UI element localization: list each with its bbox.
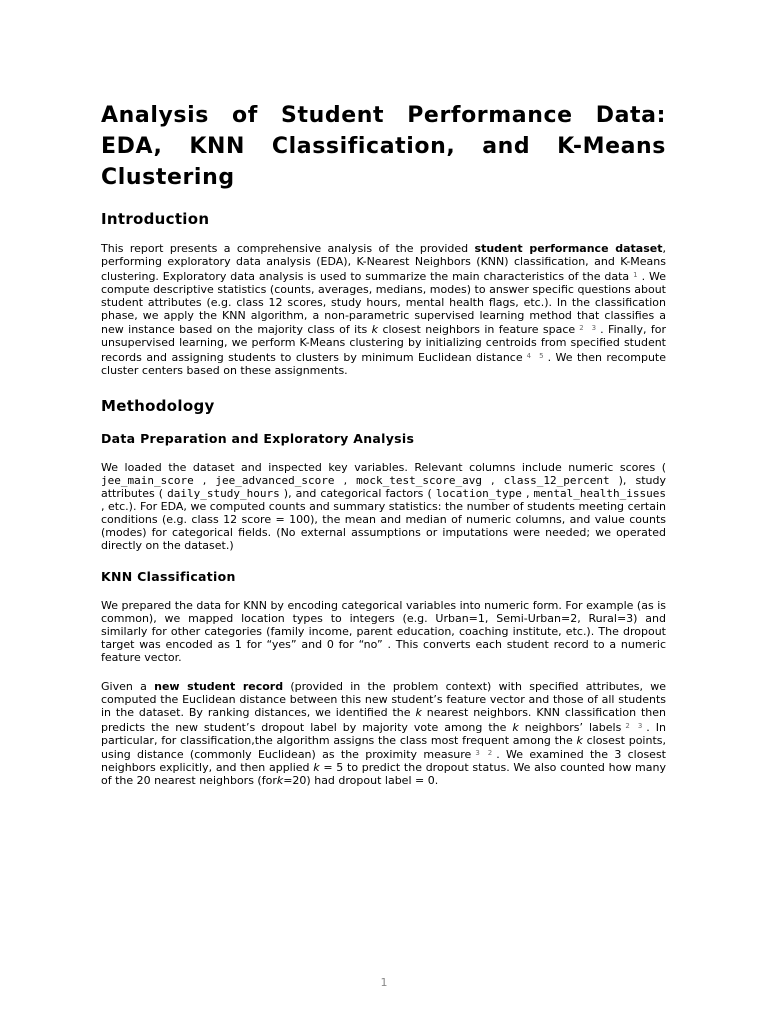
- introduction-heading: Introduction: [101, 210, 210, 228]
- code-column: mock_test_score_avg: [356, 473, 482, 487]
- text-run: (provided in the problem context) with specified attributes, we computed the Euclidean distance between this new student’s feature vector and those of all students in the dataset. By ranking distances, we identified the: [101, 679, 666, 719]
- citation-ref[interactable]: 2: [487, 749, 493, 758]
- text-run: Given a: [101, 679, 155, 693]
- text-run: = 5 to predict the dropout status. We also counted how many of the 20 nearest neighbors (for: [101, 761, 666, 788]
- citation-ref[interactable]: 3: [637, 721, 643, 730]
- citation-ref[interactable]: 4: [526, 352, 532, 361]
- bold-text: student performance dataset: [474, 242, 663, 255]
- page-number: 1: [380, 976, 388, 989]
- text-run: . We compute descriptive statistics (counts, averages, medians, modes) to answer specific questions about student attributes (e.g. class 12 scores, study hours, mental health flags, etc.). In the classification phase, we apply the KNN algorithm, a non-parametric supervised learning method that classifies a new instance based on the majority class of its: [101, 269, 667, 337]
- text-run: , etc.). For EDA, we computed counts and summary statistics: the number of students meeting certain conditions (e.g. class 12 score = 100), the mean and median of numeric columns, and value counts (modes) for categorical fields. (No external assumptions or imputations were needed; we operated directly on the dataset.): [101, 499, 666, 552]
- knn-paragraph-1: We prepared the data for KNN by encoding categorical variables into numeric form. For example (as is common), we mapped location types to integers (e.g. Urban=1, Semi-Urban=2, Rural=3) and similarly for other categories (family income, parent education, coaching institute, etc.). The dropout target was encoded as 1 for “yes” and 0 for “no” . This converts each student record to a numeric feature vector.: [101, 599, 666, 665]
- introduction-paragraph: [101, 243, 666, 378]
- text-run: ), and categorical factors (: [279, 486, 436, 500]
- document-page: [101, 100, 666, 788]
- citation-ref[interactable]: 1: [633, 270, 638, 279]
- italic-k: k: [512, 720, 519, 734]
- italic-k: k: [371, 323, 379, 337]
- code-column: daily_study_hours: [167, 486, 280, 500]
- code-column: jee_main_score: [101, 473, 194, 487]
- text-run: closest points, using distance (commonly Euclidean) as the proximity measure: [101, 733, 666, 762]
- text-run: This report presents a comprehensive analysis of the provided: [101, 242, 475, 255]
- text-run: . We then recompute cluster centers based on these assignments.: [101, 351, 666, 378]
- text-run: ,: [334, 473, 357, 487]
- text-run: =20) had dropout label = 0.: [283, 774, 439, 788]
- text-run: ), study attributes (: [101, 473, 666, 500]
- citation-ref[interactable]: 3: [475, 749, 480, 758]
- knn-paragraph-2: [101, 681, 666, 788]
- italic-k: k: [415, 705, 422, 719]
- text-run: . Finally, for unsupervised learning, we perform K-Means clustering by initializing centroids from specified student records and assigning students to clusters by minimum Euclidean distance: [101, 323, 666, 365]
- citation-ref[interactable]: 5: [539, 352, 544, 361]
- text-run: . We examined the 3 closest neighbors explicitly, and then applied: [101, 748, 666, 775]
- italic-k: k: [313, 761, 320, 775]
- data-preparation-paragraph: [101, 462, 666, 552]
- text-run: We loaded the dataset and inspected key variables. Relevant columns include numeric scores (: [101, 461, 666, 475]
- methodology-heading: Methodology: [101, 397, 215, 416]
- data-preparation-heading: Data Preparation and Exploratory Analysis: [101, 431, 415, 447]
- text-run: ,: [482, 473, 504, 487]
- citation-ref[interactable]: 2: [625, 721, 630, 730]
- citation-ref[interactable]: 3: [591, 324, 597, 333]
- document-title: Analysis of Student Performance Data: EDA, KNN Classification, and K-Means Clustering: [101, 103, 666, 190]
- citation-ref[interactable]: 2: [579, 324, 584, 333]
- text-run: nearest neighbors. KNN classification then predicts the new student’s dropout label by majority vote among the: [101, 705, 666, 734]
- text-run: ,: [521, 486, 534, 500]
- code-column: location_type: [435, 486, 522, 500]
- knn-heading: KNN Classification: [101, 569, 236, 585]
- text-run: ,: [193, 473, 216, 487]
- bold-text: new student record: [154, 679, 284, 693]
- italic-k: k: [576, 733, 583, 747]
- text-run: . In particular, for classification,the algorithm assigns the class most frequent among the: [101, 720, 666, 747]
- code-column: jee_advanced_score: [215, 473, 335, 487]
- italic-k: k: [276, 774, 284, 788]
- text-run: , performing exploratory data analysis (EDA), K-Nearest Neighbors (KNN) classification, and K-Means clustering. Exploratory data analysis is used to summarize the main characteristics of the data: [101, 242, 666, 283]
- code-column: class_12_percent: [503, 473, 610, 487]
- text-run: neighbors’ labels: [518, 720, 622, 734]
- code-column: mental_health_issues: [533, 486, 666, 500]
- text-run: closest neighbors in feature space: [378, 323, 576, 337]
